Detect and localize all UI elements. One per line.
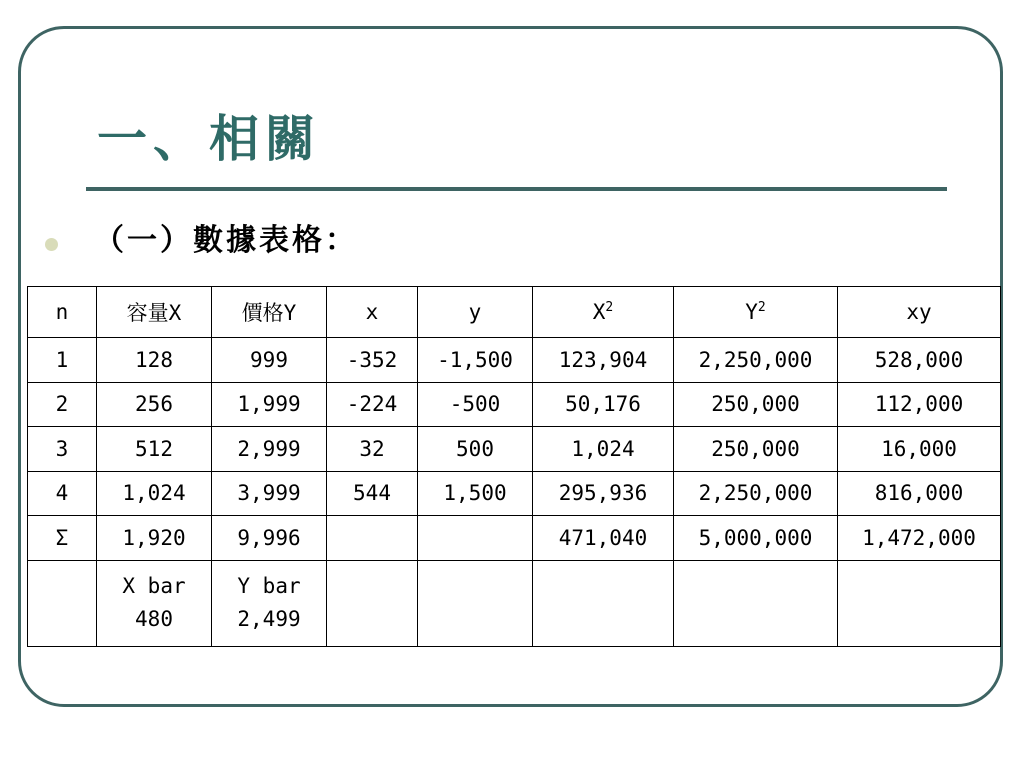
table-cell: 1,920 [97, 516, 212, 561]
table-cell: 1,024 [97, 471, 212, 516]
x-bar-value: 480 [135, 607, 173, 631]
table-cell: 16,000 [838, 427, 1001, 472]
table-row [28, 471, 1001, 516]
table-cell [674, 560, 838, 646]
title-underline [86, 187, 947, 191]
header-capacity-x: 容量X [97, 287, 212, 338]
table-cell [327, 516, 418, 561]
table-cell: 1,472,000 [838, 516, 1001, 561]
table-row [28, 427, 1001, 472]
table-cell: 1 [28, 338, 97, 383]
table-cell: 4 [28, 471, 97, 516]
table-cell: 1,999 [212, 382, 327, 427]
data-table [27, 286, 1001, 647]
table-cell: -500 [418, 382, 533, 427]
table-cell: 1,024 [533, 427, 674, 472]
table-cell: 295,936 [533, 471, 674, 516]
table-cell: 9,996 [212, 516, 327, 561]
table-cell: 528,000 [838, 338, 1001, 383]
bullet-text: （一）數據表格： [94, 223, 358, 258]
slide-title: 一、相關 [97, 109, 321, 168]
header-x-deviation: x [327, 287, 418, 338]
table-cell: 544 [327, 471, 418, 516]
header-x-squared: $X^2$ [533, 287, 674, 338]
table-cell: 2,250,000 [674, 471, 838, 516]
table-cell: 512 [97, 427, 212, 472]
header-xy: xy [838, 287, 1001, 338]
table-header-row [28, 287, 1001, 338]
table-cell [28, 560, 97, 646]
table-cell: -352 [327, 338, 418, 383]
table-cell: 500 [418, 427, 533, 472]
table-row-sum [28, 516, 1001, 561]
table-cell: 999 [212, 338, 327, 383]
table-cell: 1,500 [418, 471, 533, 516]
bullet-icon [45, 238, 58, 251]
y-bar-label: Y bar [237, 574, 301, 599]
table-cell: 471,040 [533, 516, 674, 561]
table-cell [533, 560, 674, 646]
table-cell: 5,000,000 [674, 516, 838, 561]
table-cell: 256 [97, 382, 212, 427]
table-cell: 50,176 [533, 382, 674, 427]
table-cell: 250,000 [674, 382, 838, 427]
header-y-squared: $Y^2$ [674, 287, 838, 338]
table-cell: 123,904 [533, 338, 674, 383]
table-cell: 3,999 [212, 471, 327, 516]
table-cell: 816,000 [838, 471, 1001, 516]
table-cell: -224 [327, 382, 418, 427]
table-row-means [28, 560, 1001, 646]
table-row [28, 382, 1001, 427]
table-cell: 3 [28, 427, 97, 472]
y-bar-value: 2,499 [237, 607, 301, 631]
header-price-y: 價格Y [212, 287, 327, 338]
table-row [28, 338, 1001, 383]
table-cell [418, 560, 533, 646]
table-cell: -1,500 [418, 338, 533, 383]
y-bar-cell [212, 560, 327, 646]
table-cell: 128 [97, 338, 212, 383]
table-cell [327, 560, 418, 646]
header-y-deviation: y [418, 287, 533, 338]
table-cell: 32 [327, 427, 418, 472]
x-bar-label: X bar [122, 574, 186, 599]
table-cell [838, 560, 1001, 646]
table-cell: 2,999 [212, 427, 327, 472]
header-n: n [28, 287, 97, 338]
table-cell [418, 516, 533, 561]
table-cell: 2 [28, 382, 97, 427]
sum-symbol-cell: Σ [28, 516, 97, 561]
x-bar-cell [97, 560, 212, 646]
table-cell: 250,000 [674, 427, 838, 472]
table-cell: 112,000 [838, 382, 1001, 427]
table-cell: 2,250,000 [674, 338, 838, 383]
